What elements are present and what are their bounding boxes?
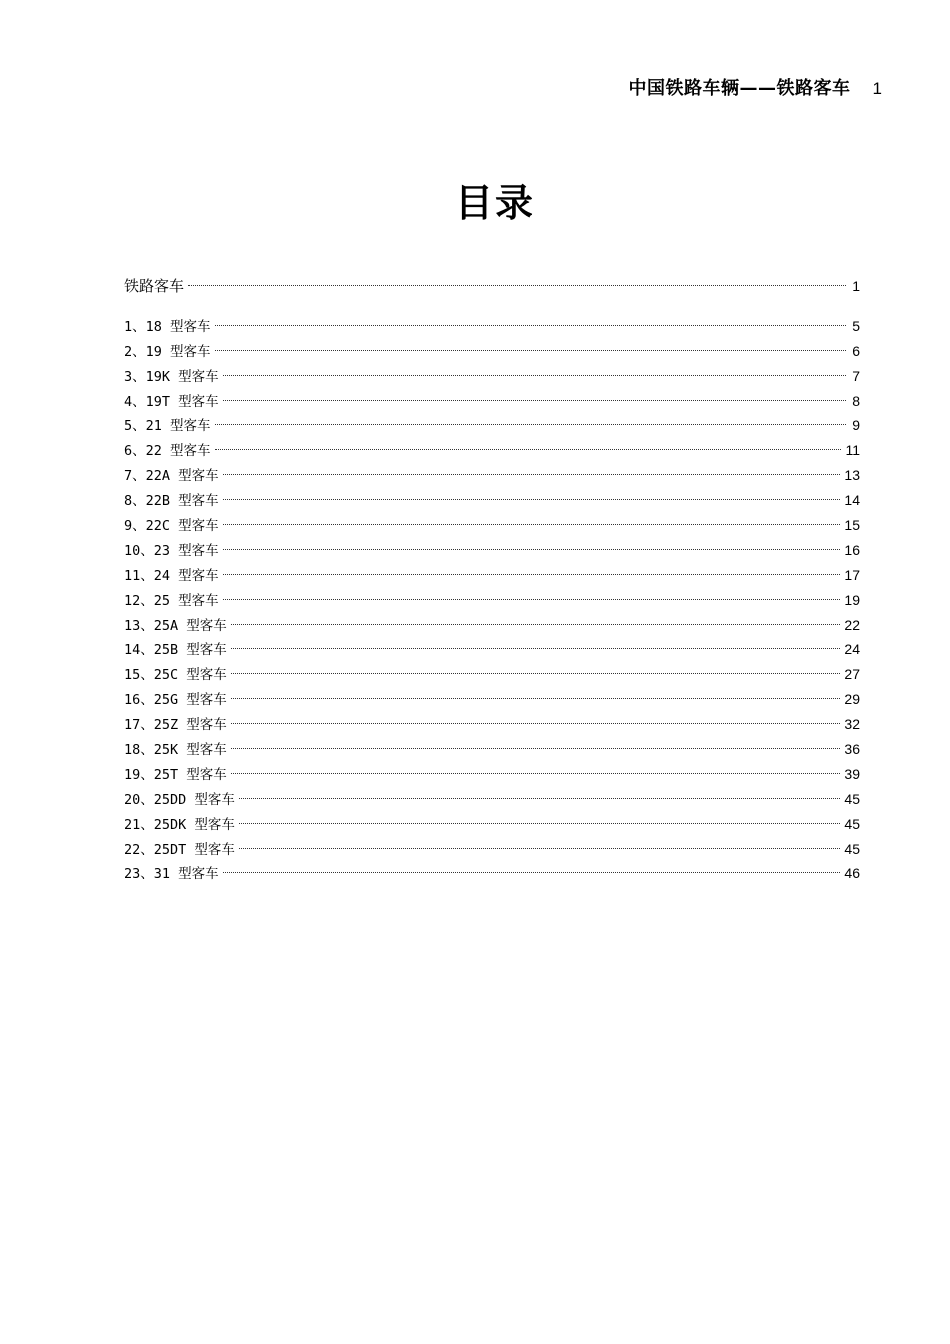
toc-entry-text: 1、18 型客车 [124, 318, 211, 335]
toc-entry-text: 7、22A 型客车 [124, 468, 219, 485]
toc-entry-page: 15 [844, 517, 860, 534]
toc-entry-text: 5、21 型客车 [124, 418, 211, 435]
toc-entry-text: 2、19 型客车 [124, 343, 211, 360]
toc-dot-leader [231, 773, 841, 774]
toc-entry-page: 29 [844, 691, 860, 708]
toc-entry-text: 14、25B 型客车 [124, 642, 227, 659]
toc-dot-leader [215, 424, 846, 425]
toc-entry-page: 11 [845, 442, 860, 459]
toc-entry-page: 27 [844, 666, 860, 683]
toc-entry[interactable] [124, 513, 860, 538]
toc-entry-text: 3、19K 型客车 [124, 368, 219, 385]
toc-entry[interactable] [124, 812, 860, 837]
toc-entry-text: 10、23 型客车 [124, 542, 219, 559]
toc-entry-page: 17 [844, 566, 860, 583]
toc-entry[interactable] [124, 413, 860, 438]
toc-entry-page: 19 [844, 591, 860, 608]
toc-entry-page: 13 [844, 467, 860, 484]
toc-entry-page: 8 [852, 392, 860, 409]
toc-entry-top[interactable] [124, 274, 860, 299]
toc-dot-leader [239, 823, 841, 824]
toc-entry-text: 8、22B 型客车 [124, 493, 219, 510]
header-title: 中国铁路车辆——铁路客车 [628, 78, 851, 99]
toc-entry-text: 22、25DT 型客车 [124, 841, 235, 858]
toc-entry-page: 45 [844, 815, 860, 832]
toc-dot-leader [231, 723, 841, 724]
toc-dot-leader [231, 624, 841, 625]
toc-entry[interactable] [124, 314, 860, 339]
toc-entry-page: 39 [844, 765, 860, 782]
toc-entry-page: 36 [844, 741, 860, 758]
toc-entry[interactable] [124, 787, 860, 812]
toc-dot-leader [231, 698, 841, 699]
toc-dot-leader [223, 375, 846, 376]
toc-dot-leader [215, 449, 842, 450]
toc-entry-page: 32 [844, 716, 860, 733]
toc-entry[interactable] [124, 364, 860, 389]
toc-entry-page: 7 [852, 367, 860, 384]
toc-dot-leader [223, 872, 841, 873]
toc-dot-leader [223, 524, 841, 525]
toc-entry-page: 6 [852, 342, 860, 359]
toc-dot-leader [215, 325, 846, 326]
toc-dot-leader [223, 574, 841, 575]
toc-dot-leader [188, 285, 846, 286]
toc-entry[interactable] [124, 861, 860, 886]
toc-dot-leader [231, 648, 841, 649]
toc-entry[interactable] [124, 563, 860, 588]
toc-entry-text: 12、25 型客车 [124, 592, 219, 609]
toc-dot-leader [223, 400, 846, 401]
toc-entry-text: 4、19T 型客车 [124, 393, 219, 410]
toc-entry-text: 20、25DD 型客车 [124, 791, 235, 808]
toc-entry-page: 45 [844, 840, 860, 857]
toc-entry[interactable] [124, 837, 860, 862]
toc-entry-text: 9、22C 型客车 [124, 518, 219, 535]
toc-entry-text: 17、25Z 型客车 [124, 717, 227, 734]
toc-entry-text: 铁路客车 [124, 277, 185, 295]
toc-entry-text: 23、31 型客车 [124, 866, 219, 883]
toc-dot-leader [223, 549, 841, 550]
toc-entry-text: 18、25K 型客车 [124, 742, 227, 759]
toc-dot-leader [239, 798, 841, 799]
toc-entry[interactable] [124, 687, 860, 712]
toc-entry[interactable] [124, 339, 860, 364]
toc-entry-page: 5 [852, 317, 860, 334]
toc-entry[interactable] [124, 762, 860, 787]
toc-entry[interactable] [124, 613, 860, 638]
table-of-contents [124, 274, 860, 886]
toc-entry-page: 16 [844, 541, 860, 558]
document-title: 目录 [454, 180, 535, 225]
toc-entry-page: 45 [844, 790, 860, 807]
toc-entry-text: 21、25DK 型客车 [124, 816, 235, 833]
toc-entry[interactable] [124, 737, 860, 762]
toc-entry-text: 6、22 型客车 [124, 443, 211, 460]
toc-dot-leader [215, 350, 846, 351]
toc-entry-page: 24 [844, 641, 860, 658]
toc-dot-leader [223, 474, 841, 475]
toc-entry-text: 13、25A 型客车 [124, 617, 227, 634]
toc-entry[interactable] [124, 662, 860, 687]
toc-entry[interactable] [124, 488, 860, 513]
toc-entry-page: 1 [852, 278, 860, 294]
running-header [629, 74, 882, 100]
toc-entry[interactable] [124, 438, 860, 463]
toc-entry-text: 11、24 型客车 [124, 567, 219, 584]
toc-entry[interactable] [124, 588, 860, 613]
toc-entry-page: 14 [844, 492, 860, 509]
toc-entry-page: 46 [844, 865, 860, 882]
toc-dot-leader [231, 748, 841, 749]
toc-dot-leader [223, 599, 841, 600]
toc-dot-leader [239, 848, 841, 849]
toc-entry-text: 19、25T 型客车 [124, 766, 227, 783]
toc-entry[interactable] [124, 712, 860, 737]
toc-entry-text: 16、25G 型客车 [124, 692, 227, 709]
toc-entry[interactable] [124, 389, 860, 414]
toc-entry-page: 22 [844, 616, 860, 633]
toc-entry[interactable] [124, 637, 860, 662]
toc-dot-leader [223, 499, 841, 500]
toc-entry[interactable] [124, 538, 860, 563]
toc-entry[interactable] [124, 463, 860, 488]
toc-dot-leader [231, 673, 841, 674]
toc-entry-page: 9 [852, 417, 860, 434]
toc-entry-text: 15、25C 型客车 [124, 667, 227, 684]
header-page-number: 1 [872, 79, 882, 98]
